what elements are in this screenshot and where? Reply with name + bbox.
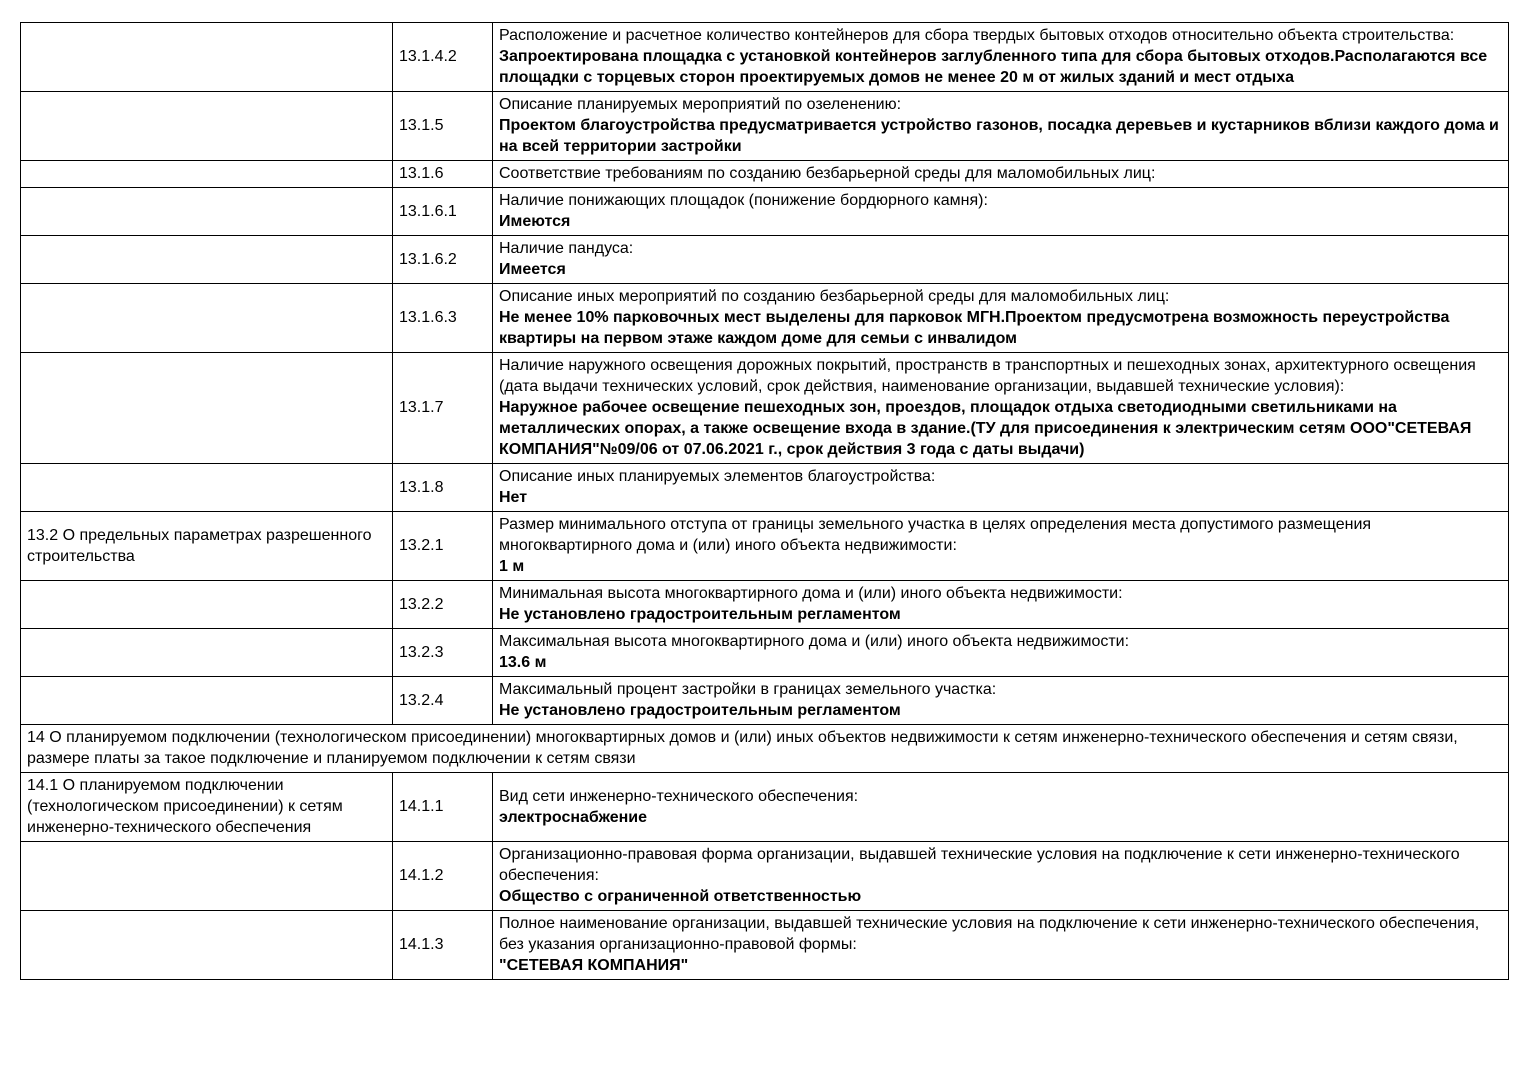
item-code-cell: 13.2.4	[393, 677, 493, 725]
item-content-cell	[493, 161, 1509, 188]
item-value: Нет	[499, 489, 528, 506]
group-label-cell	[21, 236, 393, 284]
group-label-cell	[21, 161, 393, 188]
group-label-cell	[21, 188, 393, 236]
table-row	[21, 161, 1509, 188]
item-label: Максимальный процент застройки в границах земельного участка:	[499, 681, 997, 698]
project-declaration-table	[20, 22, 1509, 980]
item-value: Запроектирована площадка с установкой контейнеров заглубленного типа для сбора бытовых отходов.Располагаются все площадки с торцевых сторон проектируемых домов не менее 20 м от жилых зданий и мест отдыха	[499, 48, 1488, 86]
table-row	[21, 23, 1509, 92]
item-label: Вид сети инженерно-технического обеспечения:	[499, 787, 859, 805]
item-label: Наличие понижающих площадок (понижение бордюрного камня):	[499, 192, 988, 209]
group-label-cell	[21, 911, 393, 980]
group-label-cell	[21, 842, 393, 911]
table-row	[21, 512, 1509, 581]
item-code-cell: 13.1.8	[393, 464, 493, 512]
table-row	[21, 842, 1509, 911]
group-label-cell	[21, 23, 393, 92]
section-row	[21, 725, 1509, 773]
item-content-cell	[493, 92, 1509, 161]
table-row	[21, 581, 1509, 629]
item-value: Наружное рабочее освещение пешеходных зон, проездов, площадок отдыха светодиодными светильниками на металлических опорах, а также освещение входа в здание.(ТУ для присоединения к электрическим сетям ООО"СЕТЕВАЯ КОМПАНИЯ"№09/06 от 07.06.2021 г., срок действия 3 года с даты выдачи)	[499, 399, 1472, 458]
group-label-cell	[21, 284, 393, 353]
item-code-cell: 13.1.7	[393, 353, 493, 464]
table-row	[21, 677, 1509, 725]
item-code-cell: 14.1.1	[393, 773, 493, 842]
item-content-cell	[493, 23, 1509, 92]
table-row	[21, 353, 1509, 464]
item-label: Описание планируемых мероприятий по озеленению:	[499, 96, 902, 113]
item-value: Не менее 10% парковочных мест выделены для парковок МГН.Проектом предусмотрена возможность переустройства квартиры на первом этаже каждом доме для семьи с инвалидом	[499, 309, 1450, 347]
table-row	[21, 773, 1509, 842]
table-row	[21, 911, 1509, 980]
item-content-cell	[493, 512, 1509, 581]
section-heading: 14 О планируемом подключении (технологическом присоединении) многоквартирных домов и (или) иных объектов недвижимости к сетям инженерно-технического обеспечения и сетям связи, размере платы за такое подключение и планируемом подключении к сетям связи	[21, 725, 1509, 773]
item-value: электроснабжение	[499, 808, 648, 826]
item-label: Максимальная высота многоквартирного дома и (или) иного объекта недвижимости:	[499, 633, 1130, 650]
table-row	[21, 188, 1509, 236]
group-label-cell: 13.2 О предельных параметрах разрешенного строительства	[21, 512, 393, 581]
item-label: Организационно-правовая форма организации, выдавшей технические условия на подключение к сети инженерно-технического обеспечения:	[499, 846, 1460, 884]
item-label: Размер минимального отступа от границы земельного участка в целях определения места допустимого размещения многоквартирного дома и (или) иного объекта недвижимости:	[499, 516, 1372, 554]
item-value: 1 м	[499, 558, 525, 575]
item-value: Проектом благоустройства предусматривается устройство газонов, посадка деревьев и кустарников вблизи каждого дома и на всей территории застройки	[499, 117, 1499, 155]
item-value: Имеются	[499, 213, 571, 230]
item-label: Описание иных мероприятий по созданию безбарьерной среды для маломобильных лиц:	[499, 288, 1170, 305]
group-label-cell	[21, 677, 393, 725]
item-code-cell: 13.1.6.3	[393, 284, 493, 353]
item-label: Наличие наружного освещения дорожных покрытий, пространств в транспортных и пешеходных зонах, архитектурного освещения (дата выдачи технических условий, срок действия, наименование организации, выдавшей технические условия):	[499, 357, 1476, 395]
item-label: Соответствие требованиям по созданию безбарьерной среды для маломобильных лиц:	[499, 165, 1156, 182]
group-label-cell: 14.1 О планируемом подключении (технологическом присоединении) к сетям инженерно-технического обеспечения	[21, 773, 393, 842]
item-code-cell: 13.1.5	[393, 92, 493, 161]
group-label-cell	[21, 464, 393, 512]
item-value: Имеется	[499, 261, 566, 278]
table-row	[21, 629, 1509, 677]
item-content-cell	[493, 464, 1509, 512]
item-value: Не установлено градостроительным регламентом	[499, 606, 901, 623]
item-code-cell: 13.1.4.2	[393, 23, 493, 92]
table-row	[21, 464, 1509, 512]
group-label-cell	[21, 92, 393, 161]
group-label-cell	[21, 629, 393, 677]
item-content-cell	[493, 284, 1509, 353]
group-label-cell	[21, 353, 393, 464]
item-code-cell: 13.2.2	[393, 581, 493, 629]
item-code-cell: 13.1.6	[393, 161, 493, 188]
item-code-cell: 13.2.3	[393, 629, 493, 677]
group-label-cell	[21, 581, 393, 629]
item-content-cell	[493, 842, 1509, 911]
item-code-cell: 14.1.3	[393, 911, 493, 980]
item-value: "СЕТЕВАЯ КОМПАНИЯ"	[499, 957, 689, 974]
item-label: Минимальная высота многоквартирного дома и (или) иного объекта недвижимости:	[499, 585, 1123, 602]
item-label: Расположение и расчетное количество контейнеров для сбора твердых бытовых отходов относительно объекта строительства:	[499, 27, 1455, 44]
item-label: Наличие пандуса:	[499, 240, 634, 257]
item-content-cell	[493, 677, 1509, 725]
item-content-cell	[493, 353, 1509, 464]
table-row	[21, 284, 1509, 353]
item-label: Полное наименование организации, выдавшей технические условия на подключение к сети инженерно-технического обеспечения, без указания организационно-правовой формы:	[499, 915, 1480, 953]
item-code-cell: 14.1.2	[393, 842, 493, 911]
item-code-cell: 13.2.1	[393, 512, 493, 581]
item-content-cell	[493, 911, 1509, 980]
table-row	[21, 236, 1509, 284]
item-label: Описание иных планируемых элементов благоустройства:	[499, 468, 936, 485]
table-row	[21, 92, 1509, 161]
item-content-cell	[493, 629, 1509, 677]
item-code-cell: 13.1.6.1	[393, 188, 493, 236]
item-content-cell	[493, 188, 1509, 236]
table-body	[21, 23, 1509, 980]
item-value: Не установлено градостроительным регламентом	[499, 702, 901, 719]
item-content-cell	[493, 581, 1509, 629]
item-content-cell	[493, 773, 1509, 842]
item-value: Общество с ограниченной ответственностью	[499, 888, 862, 905]
item-value: 13.6 м	[499, 654, 547, 671]
item-code-cell: 13.1.6.2	[393, 236, 493, 284]
item-content-cell	[493, 236, 1509, 284]
